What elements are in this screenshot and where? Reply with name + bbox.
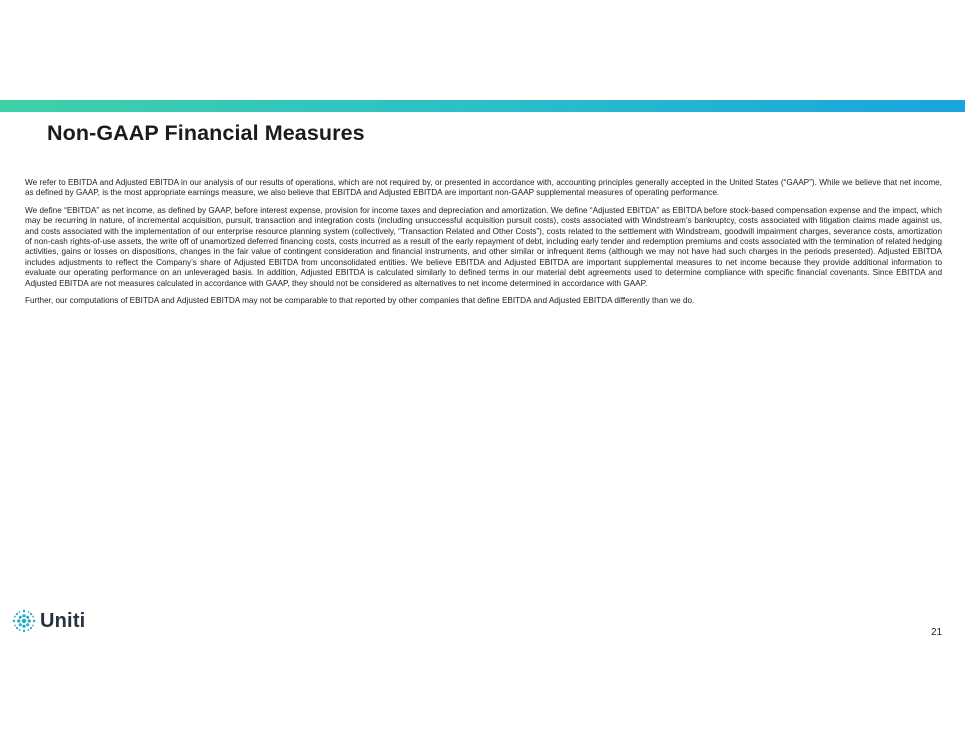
uniti-logo	[12, 609, 85, 633]
paragraph-comparability: Further, our computations of EBITDA and Adjusted EBITDA may not be comparable to that reported by other companies that define EBITDA and Adjusted EBITDA differently than we do.	[25, 296, 695, 306]
page-number: 21	[931, 627, 943, 638]
paragraph-definitions: We define “EBITDA” as net income, as defined by GAAP, before interest expense, provision for income taxes and depreciation and amortization. We define “Adjusted EBITDA” as EBITDA before stock-based compensation expense and the impact, which may be recurring in nature, of incremental acquisition, pursuit, transaction and integration costs (including unsuccessful acquisition pursuit costs), costs associated with Windstream’s bankruptcy, costs associated with litigation claims made against us, and costs associated with the implementation of our enterprise resource planning system (collectively, “Transaction Related and Other Costs”), costs related to the settlement with Windstream, goodwill impairment charges, severance costs, amortization of non-cash rights-of-use assets, the write off of unamortized deferred financing costs, costs incurred as a result of the early repayment of debt, including early tender and redemption premiums and costs associated with the termination of related hedging activities, gains or losses on dispositions, changes in the fair value of contingent consideration and financial instruments, and other similar or infrequent items (although we may not have had such charges in the periods presented). Adjusted EBITDA includes adjustments to reflect the Company’s share of Adjusted EBITDA from unconsolidated entities. We believe EBITDA and Adjusted EBITDA are important supplemental measures to net income because they provide additional information to evaluate our operating performance on an unleveraged basis. In addition, Adjusted EBITDA is calculated similarly to defined terms in our material debt agreements used to determine compliance with specific financial covenants. Since EBITDA and Adjusted EBITDA are not measures calculated in accordance with GAAP, they should not be considered as alternatives to net income determined in accordance with GAAP.	[25, 205, 942, 288]
logo-text: Uniti	[40, 610, 86, 632]
uniti-dot-burst-icon	[12, 609, 36, 633]
header-accent-bar	[0, 100, 965, 112]
page-title: Non-GAAP Financial Measures	[47, 121, 365, 145]
body-text	[25, 178, 942, 313]
paragraph-intro: We refer to EBITDA and Adjusted EBITDA in our analysis of our results of operations, which are not required by, or presented in accordance with, accounting principles generally accepted in the United States (“GAAP”). While we believe that net income, as defined by GAAP, is the most appropriate earnings measure, we also believe that EBITDA and Adjusted EBITDA are important non-GAAP supplemental measures of operating performance.	[25, 178, 942, 198]
